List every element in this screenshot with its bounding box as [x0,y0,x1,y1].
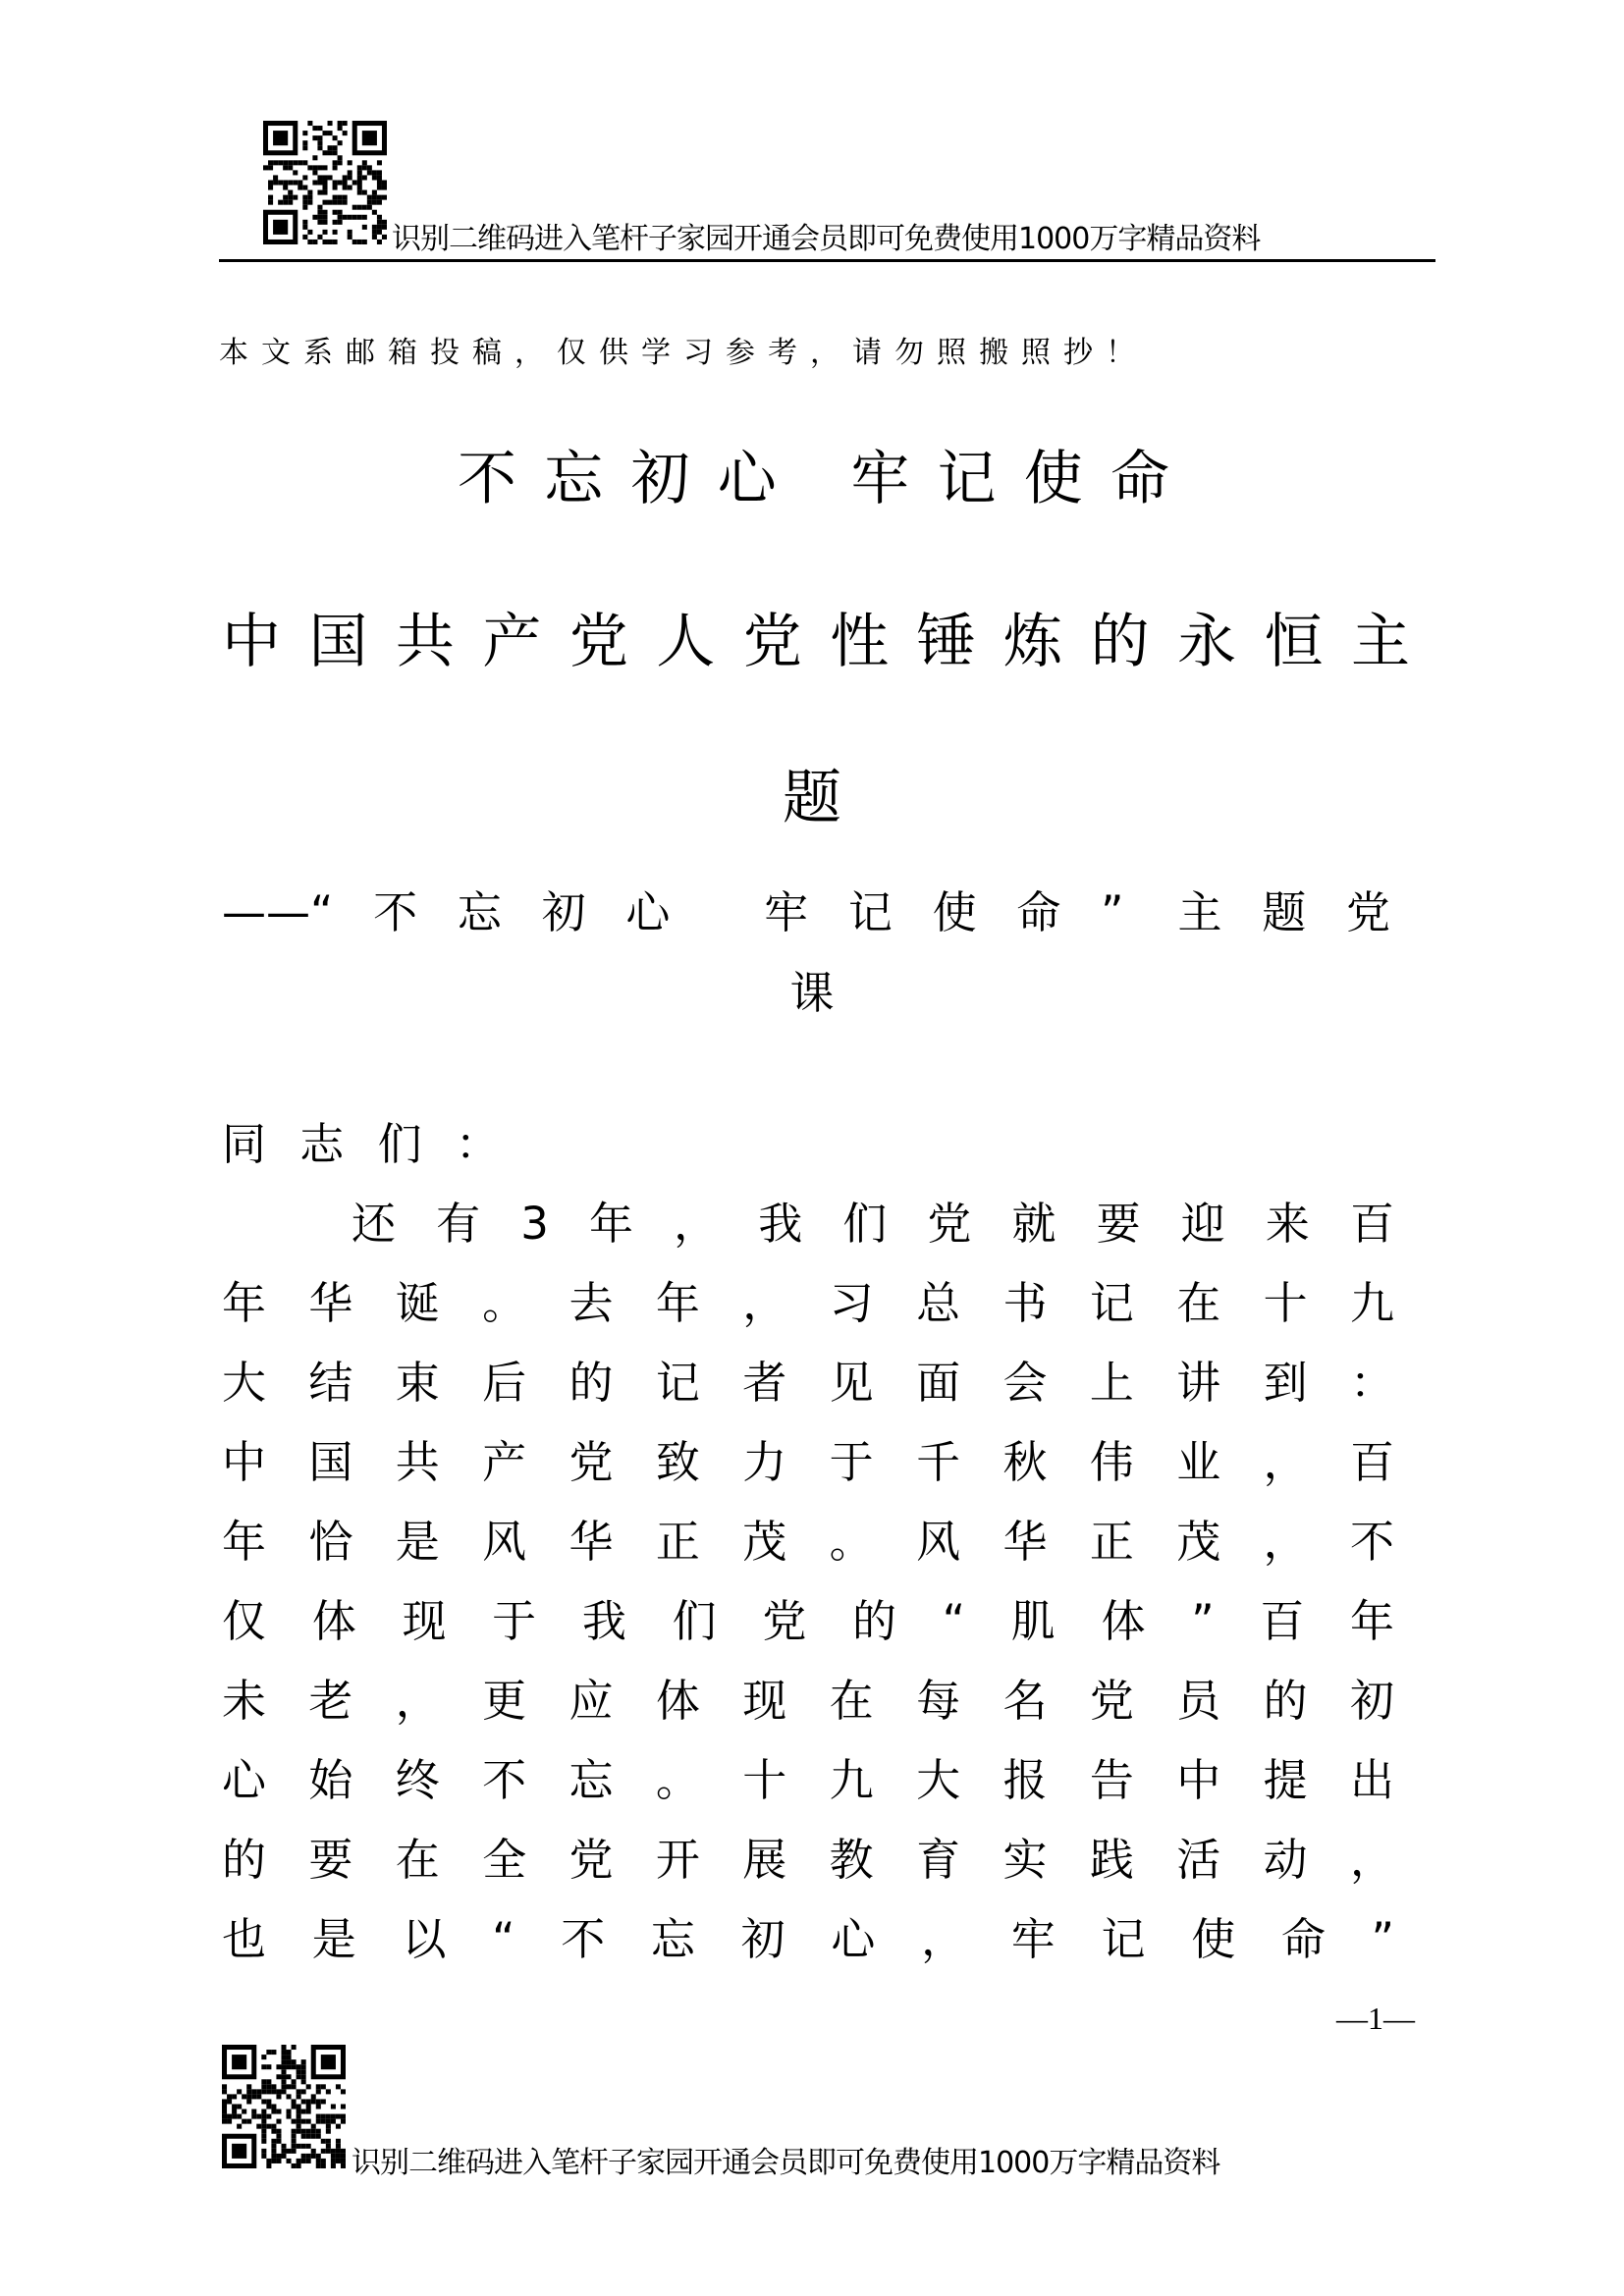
footer-promo-text: 识别二维码进入笔杆子家园开通会员即可免费使用1000万字精品资料 [352,2146,1220,2180]
body-line: 年华诞。去年，习总书记在十九 [222,1277,1394,1329]
body-line: 还有3年，我们党就要迎来百 [352,1198,1394,1250]
body-line: 年恰是风华正茂。风华正茂，不 [222,1516,1394,1568]
page-number: —1— [1336,2001,1415,2036]
qr-code-icon [263,121,387,244]
notice-text: 本文系邮箱投稿，仅供学习参考，请勿照搬照抄！ [219,336,1148,370]
body-line: 的要在全党开展教育实践活动， [222,1834,1394,1886]
lecture-subtitle-wrap: 课 [789,967,835,1019]
body-line: 心始终不忘。十九大报告中提出 [222,1754,1394,1806]
header-promo-text: 识别二维码进入笔杆子家园开通会员即可免费使用1000万字精品资料 [392,222,1261,256]
header-divider [219,259,1435,262]
body-line: 中国共产党致力于千秋伟业，百 [222,1436,1394,1488]
body-line: 仅体现于我们党的“肌体”百年 [222,1595,1394,1647]
body-line: 也是以“不忘初心，牢记使命” [222,1913,1394,1965]
lecture-subtitle: ——“不忘初心 牢记使命” 主题党 [222,886,1390,938]
document-title: 不忘初心 牢记使命 [458,445,1169,513]
body-line: 未老，更应体现在每名党员的初 [222,1675,1394,1727]
qr-code-icon [222,2045,346,2168]
document-subtitle-line: 中国共产党人党性锤炼的永恒主 [222,608,1410,676]
salutation: 同 志 们 ： [222,1118,510,1170]
document-subtitle-wrap: 题 [783,764,841,832]
body-line: 大结束后的记者见面会上讲到： [222,1357,1394,1409]
